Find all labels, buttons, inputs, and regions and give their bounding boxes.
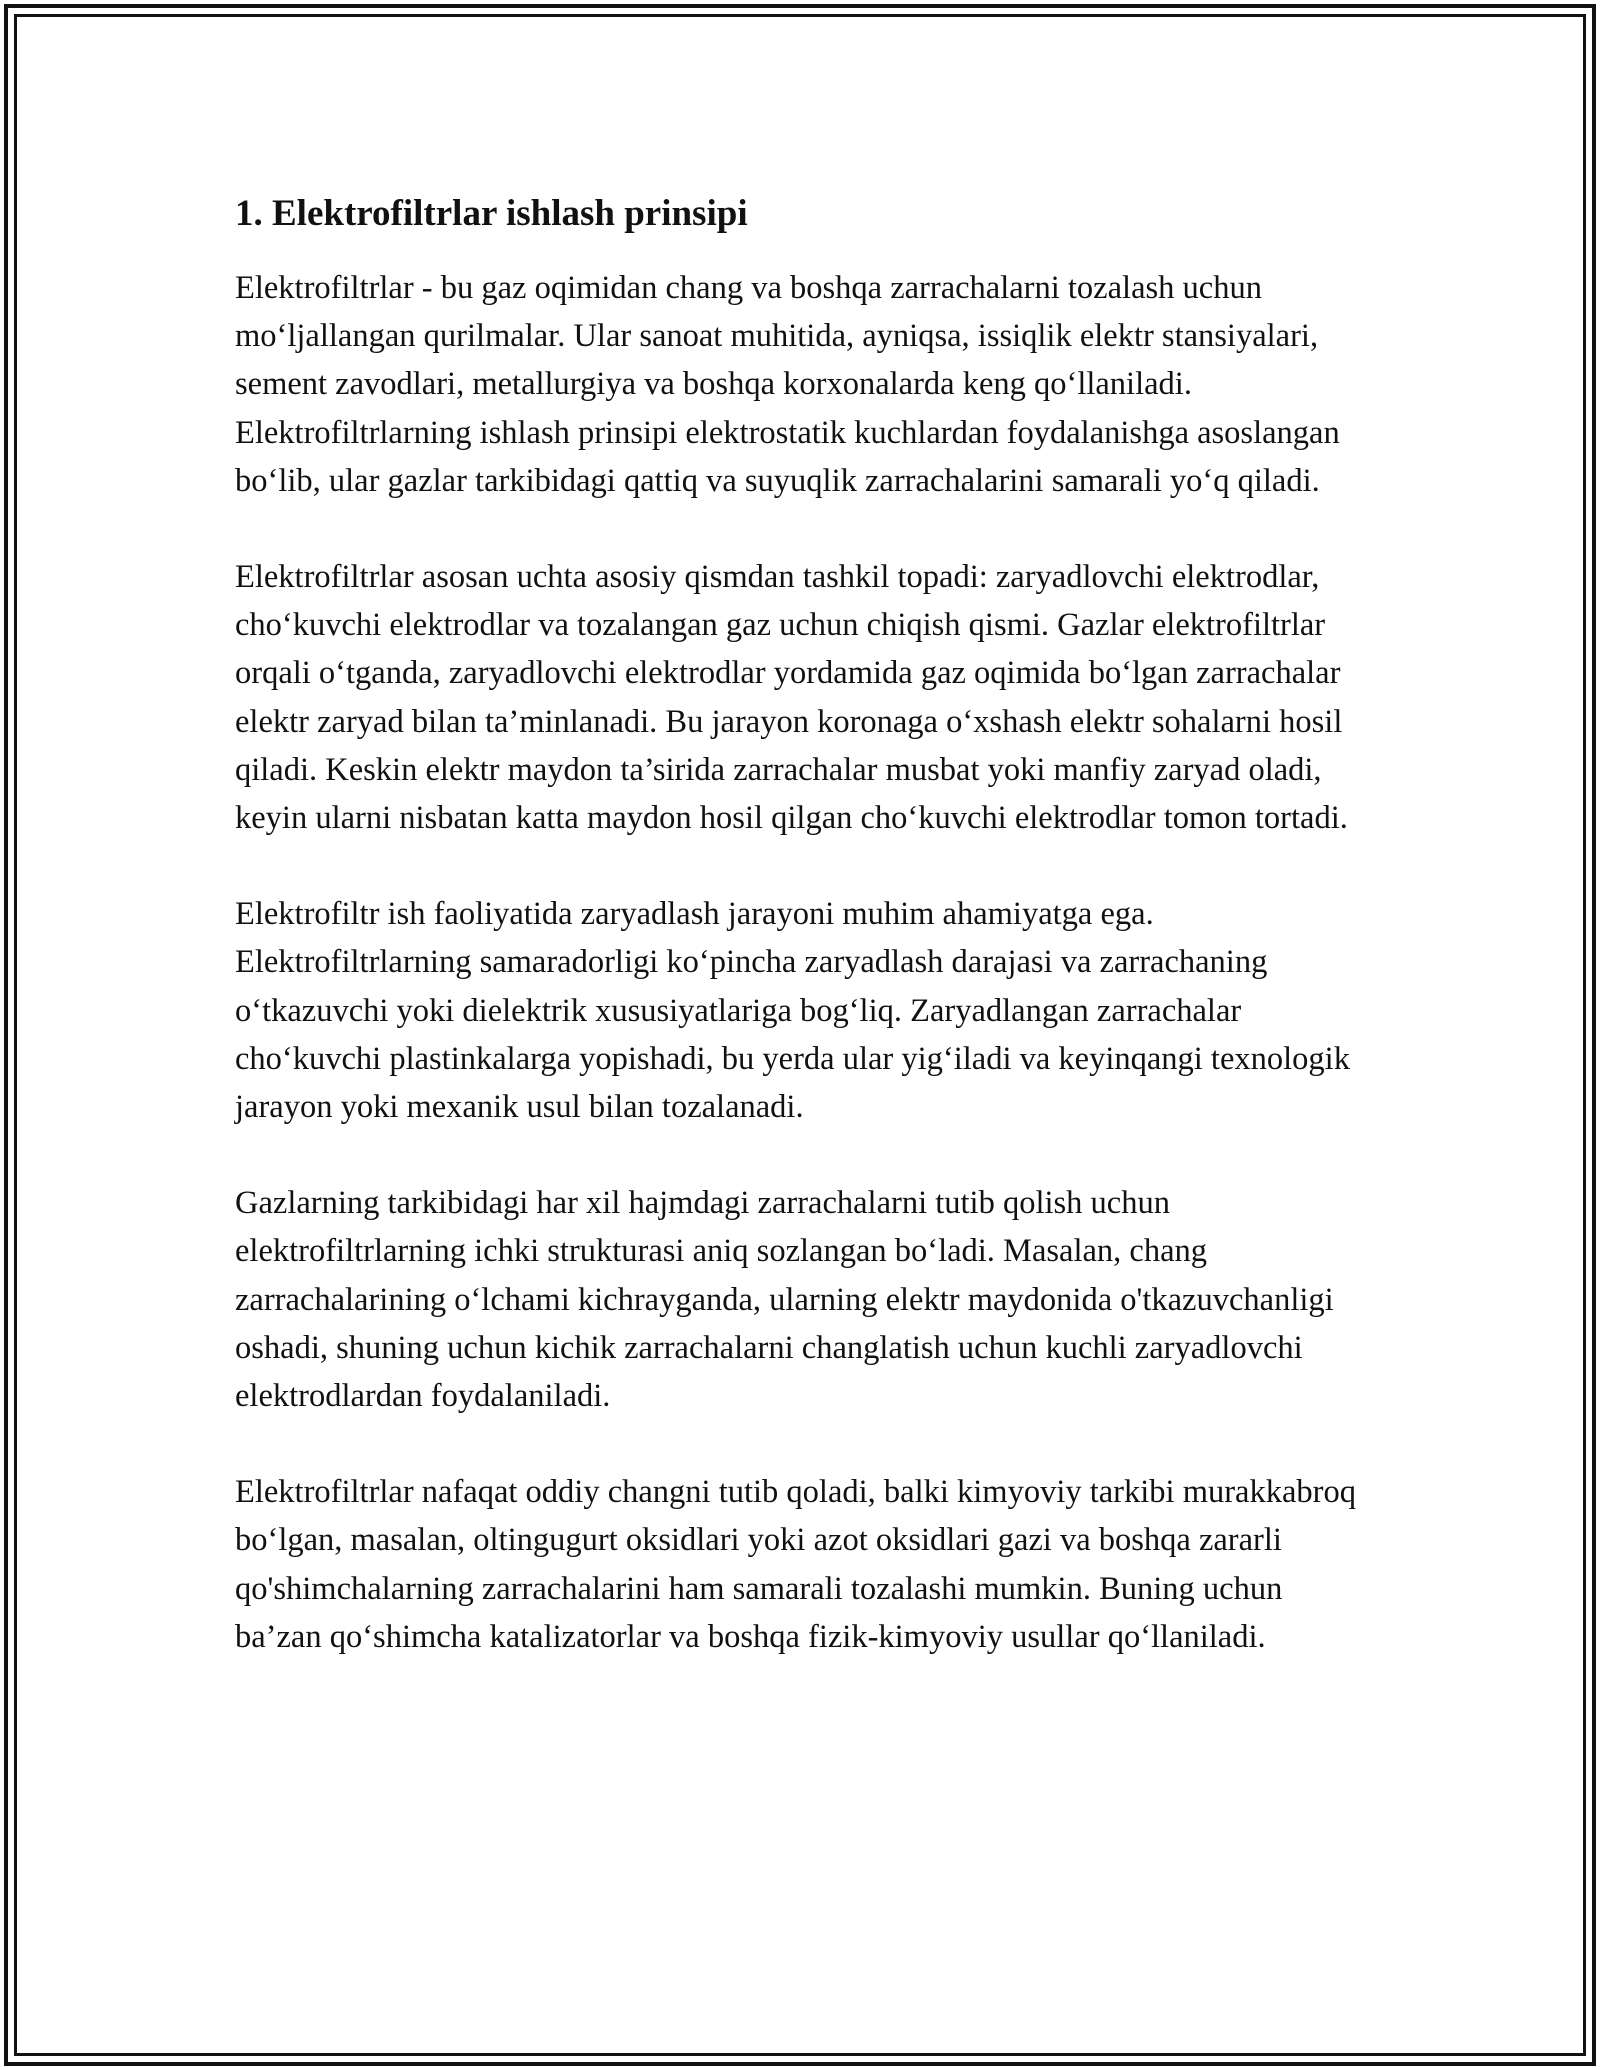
paragraph-4: Gazlarning tarkibidagi har xil hajmdagi zarrachalarni tutib qolish uchun elektrofiltrlarning ichki strukturasi aniq sozlangan bo‘ladi. Masalan, chang zarrachalarining o‘lchami kichrayganda, ularning elektr maydonida o'tkazuvchanligi oshadi, shuning uchun kichik zarrachalarni changlatish uchun kuchli zaryadlovchi elektrodlardan foydalaniladi.: [235, 1185, 1334, 1415]
paragraph-2: Elektrofiltrlar asosan uchta asosiy qismdan tashkil topadi: zaryadlovchi elektrodlar, cho‘kuvchi elektrodlar va tozalangan gaz uchun chiqish qismi. Gazlar elektrofiltrlar orqali o‘tganda, zaryadlovchi elektrodlar yordamida gaz oqimida bo‘lgan zarrachalar elektr zaryad bilan ta’minlanadi. Bu jarayon koronaga o‘xshash elektr sohalarni hosil qiladi. Keskin elektr maydon ta’sirida zarrachalar musbat yoki manfiy zaryad oladi, keyin ularni nisbatan katta maydon hosil qilgan cho‘kuvchi elektrodlar tomon tortadi.: [235, 559, 1348, 837]
section-heading: 1. Elektrofiltrlar ishlash prinsipi: [235, 193, 748, 234]
paragraph-1: Elektrofiltrlar - bu gaz oqimidan chang va boshqa zarrachalarni tozalash uchun mo‘ljallangan qurilmalar. Ular sanoat muhitida, ayniqsa, issiqlik elektr stansiyalari, sement zavodlari, metallurgiya va boshqa korxonalarda keng qo‘llaniladi. Elektrofiltrlarning ishlash prinsipi elektrostatik kuchlardan foydalanishga asoslangan bo‘lib, ular gazlar tarkibidagi qattiq va suyuqlik zarrachalarini samarali yo‘q qiladi.: [235, 270, 1340, 499]
document-body: [235, 188, 1375, 1709]
paragraph-5: Elektrofiltrlar nafaqat oddiy changni tutib qoladi, balki kimyoviy tarkibi murakkabroq bo‘lgan, masalan, oltingugurt oksidlari yoki azot oksidlari gazi va boshqa zararli qo'shimchalarning zarrachalarini ham samarali tozalashi mumkin. Buning uchun ba’zan qo‘shimcha katalizatorlar va boshqa fizik-kimyoviy usullar qo‘llaniladi.: [235, 1474, 1356, 1655]
paragraph-3: Elektrofiltr ish faoliyatida zaryadlash jarayoni muhim ahamiyatga ega. Elektrofiltrlarning samaradorligi ko‘pincha zaryadlash darajasi va zarrachaning o‘tkazuvchi yoki dielektrik xususiyatlariga bog‘liq. Zaryadlangan zarrachalar cho‘kuvchi plastinkalarga yopishadi, bu yerda ular yig‘iladi va keyinqangi texnologik jarayon yoki mexanik usul bilan tozalanadi.: [235, 896, 1350, 1126]
